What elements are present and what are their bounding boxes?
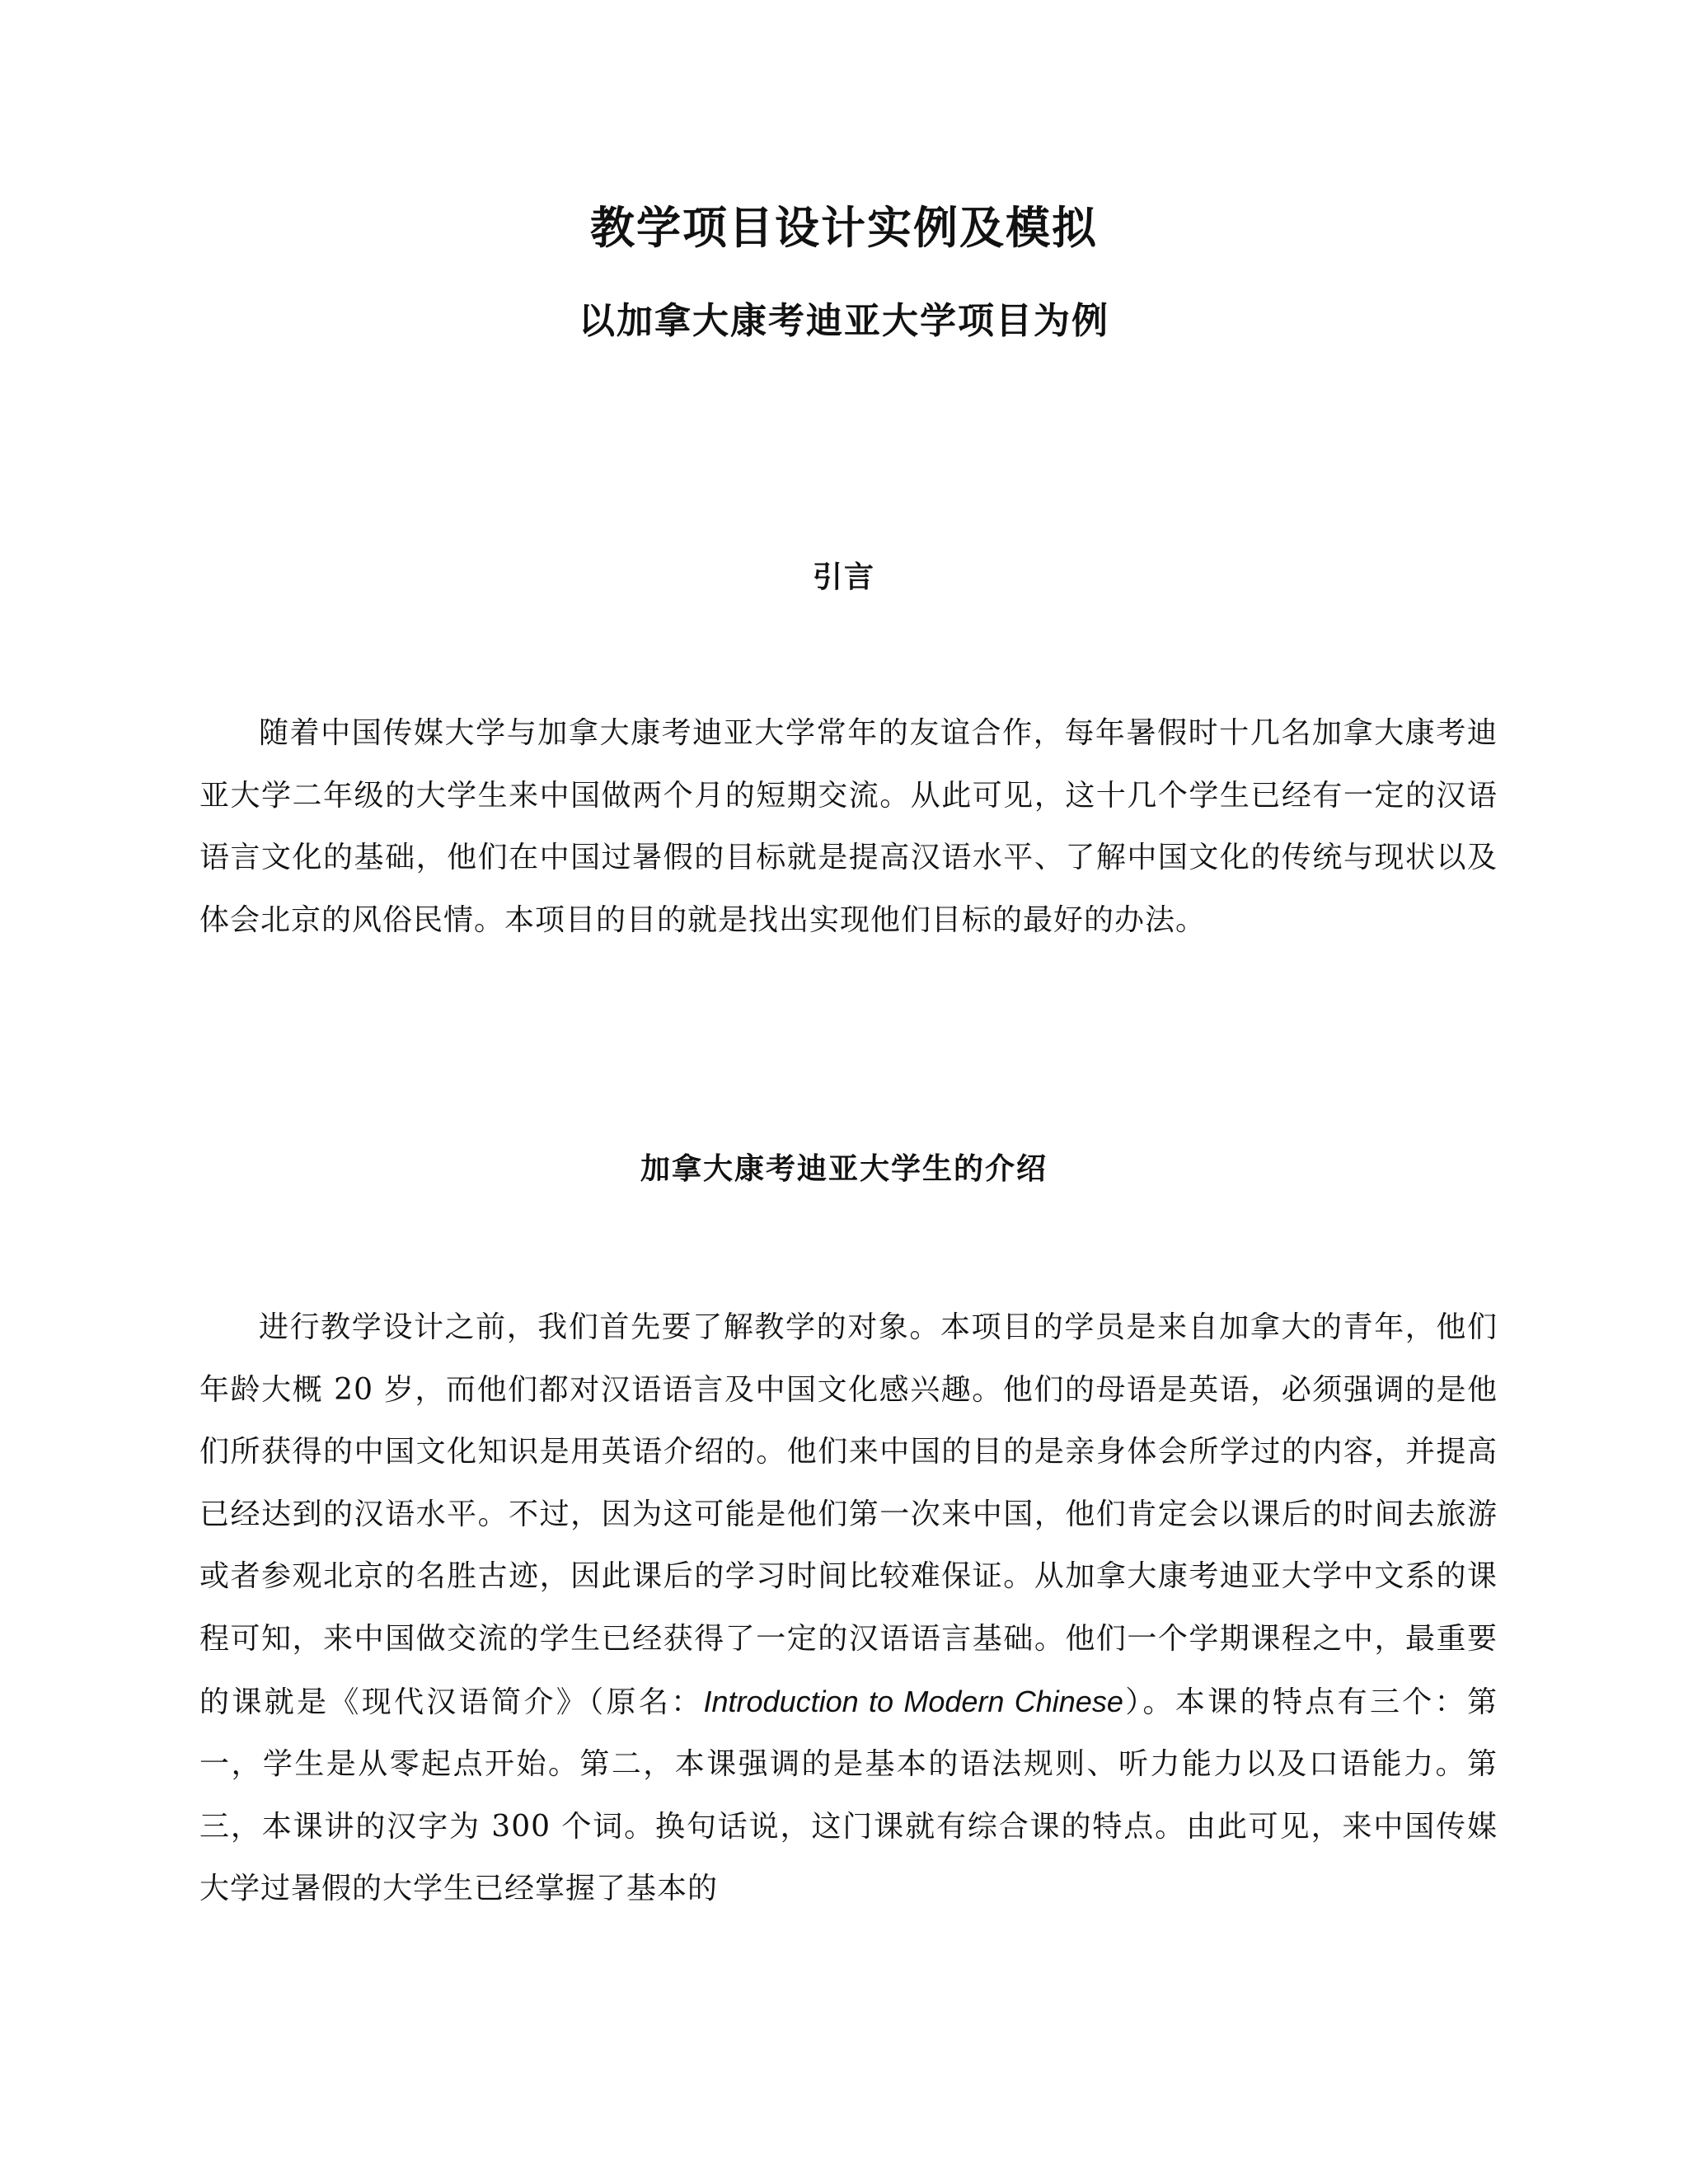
students-paragraph (199, 1296, 1498, 1920)
students-paragraph-part1: 进行教学设计之前，我们首先要了解教学的对象。本项目的学员是来自加拿大的青年，他们年龄大概 20 岁，而他们都对汉语语言及中国文化感兴趣。他们的母语是英语，必须强调的是他们所获得的中国文化知识是用英语介绍的。他们来中国的目的是亲身体会所学过的内容，并提高已经达到的汉语水平。不过，因为这可能是他们第一次来中国，他们肯定会以课后的时间去旅游或者参观北京的名胜古迹，因此课后的学习时间比较难保证。从加拿大康考迪亚大学中文系的课程可知，来中国做交流的学生已经获得了一定的汉语语言基础。他们一个学期课程之中，最重要的课就是《现代汉语简介》（原名： (199, 1310, 1498, 1719)
document-title: 教学项目设计实例及模拟 (590, 201, 1098, 254)
section-heading-students: 加拿大康考迪亚大学生的介绍 (640, 1151, 1048, 1186)
course-english-name: Introduction to Modern Chinese (703, 1684, 1123, 1718)
students-paragraph-part2: ）。本课的特点有三个：第一，学生是从零起点开始。第二，本课强调的是基本的语法规则、听力能力以及口语能力。第三，本课讲的汉字为 300 个词。换句话说，这门课就有综合课的特点。由此可见，来中国传媒大学过暑假的大学生已经掌握了基本的 (199, 1685, 1498, 1906)
document-subtitle: 以加拿大康考迪亚大学项目为例 (579, 300, 1109, 342)
introduction-paragraph: 随着中国传媒大学与加拿大康考迪亚大学常年的友谊合作，每年暑假时十几名加拿大康考迪亚大学二年级的大学生来中国做两个月的短期交流。从此可见，这十几个学生已经有一定的汉语语言文化的基础，他们在中国过暑假的目标就是提高汉语水平、了解中国文化的传统与现状以及体会北京的风俗民情。本项目的目的就是找出实现他们目标的最好的办法。 (199, 716, 1498, 937)
section-heading-introduction: 引言 (812, 560, 875, 594)
